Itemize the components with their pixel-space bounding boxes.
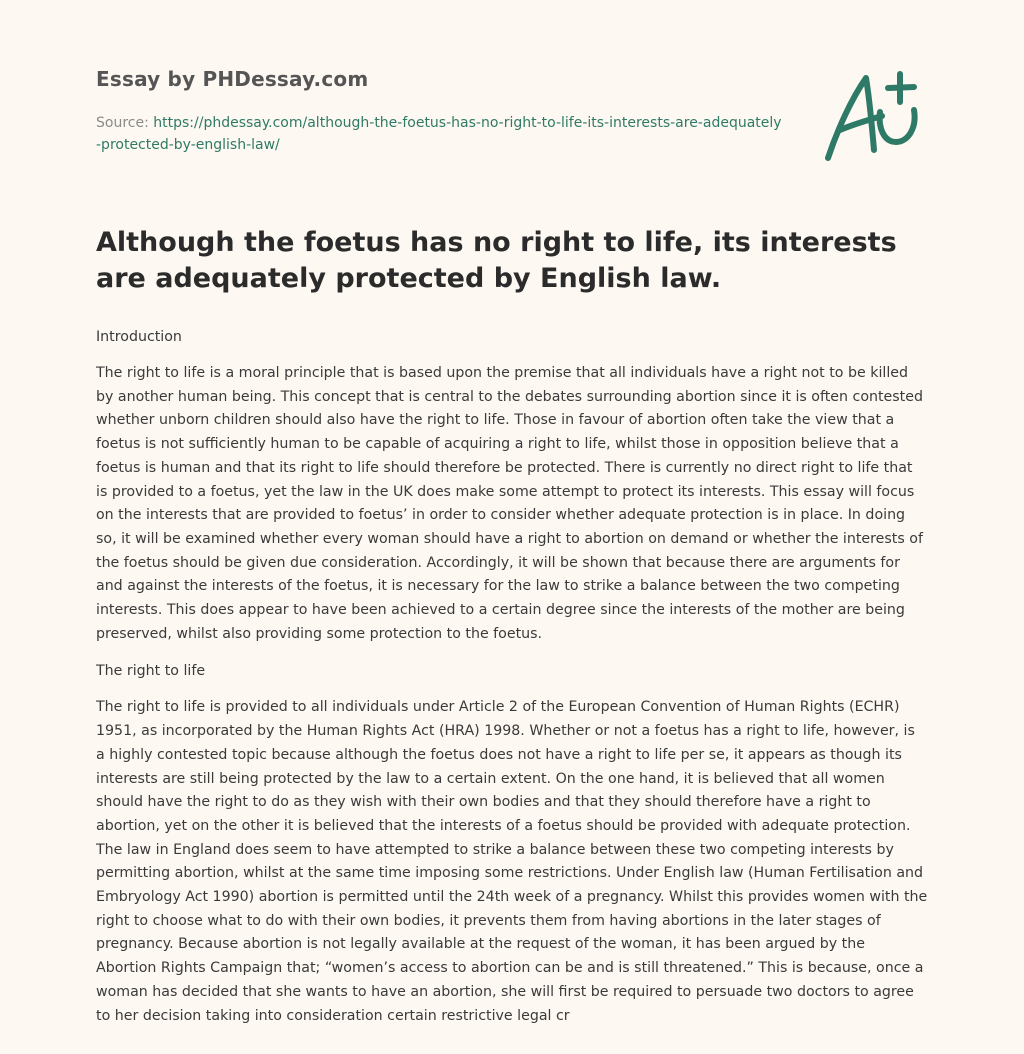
section-paragraph-introduction: The right to life is a moral principle that is based upon the premise that all individuals have a right not to be killed by another human being. This concept that is central to the debates surrounding abortion since it is often contested whether unborn children should also have the right to life. Those in favour of abortion often take the view that a foetus is not sufficiently human to be capable of acquiring a right to life, whilst those in opposition believe that a foetus is human and that its right to life should therefore be protected. There is currently no direct right to life that is provided to a foetus, yet the law in the UK does make some attempt to protect its interests. This essay will focus on the interests that are provided to foetus’ in order to consider whether adequate protection is in place. In doing so, it will be examined whether every woman should have a right to abortion on demand or whether the interests of the foetus should be given due consideration. Accordingly, it will be shown that because there are arguments for and against the interests of the foetus, it is necessary for the law to strike a balance between the two competing interests. This does appear to have been achieved to a certain degree since the interests of the mother are being preserved, whilst also providing some protection to the foetus. bbox=[96, 365, 923, 642]
section-paragraph-right-to-life: The right to life is provided to all individuals under Article 2 of the European Convention of Human Rights (ECHR) 1951, as incorporated by the Human Rights Act (HRA) 1998. Whether or not a foetus has a right to life, however, is a highly contested topic because although the foetus does not have a right to life per se, it appears as though its interests are still being protected by the law to a certain extent. On the one hand, it is believed that all women should have the right to do as they wish with their own bodies and that they should therefore have a right to abortion, yet on the other it is believed that the interests of a foetus should be provided with adequate protection. The law in England does seem to have attempted to strike a balance between these two competing interests by permitting abortion, whilst at the same time imposing some restrictions. Under English law (Human Fertilisation and Embryology Act 1990) abortion is permitted until the 24th week of a pregnancy. Whilst this provides women with the right to choose what to do with their own bodies, it prevents them from having abortions in the later stages of pregnancy. Because abortion is not legally available at the request of the woman, it has been argued by the Abortion Rights Campaign that; “women’s access to abortion can be and is still threatened.” This is because, once a woman has decided that she wants to have an abortion, she will first be required to persuade two doctors to agree to her decision taking into consideration certain restrictive legal cr bbox=[96, 699, 928, 1024]
section-heading-right-to-life: The right to life bbox=[96, 663, 206, 680]
article-body bbox=[96, 326, 928, 1042]
source-line bbox=[96, 112, 786, 156]
document-page bbox=[96, 0, 936, 1054]
site-brand: Essay by PHDessay.com bbox=[96, 67, 369, 91]
section-heading-introduction: Introduction bbox=[96, 329, 182, 345]
source-link[interactable]: https://phdessay.com/although-the-foetus-has-no-right-to-life-its-interests-are-adequately-protected-by-english-law/ bbox=[96, 115, 782, 153]
a-plus-grade-icon bbox=[822, 66, 932, 166]
source-label: Source: bbox=[96, 115, 149, 131]
article-title: Although the foetus has no right to life, its interests are adequately protected by English law. bbox=[96, 227, 897, 294]
